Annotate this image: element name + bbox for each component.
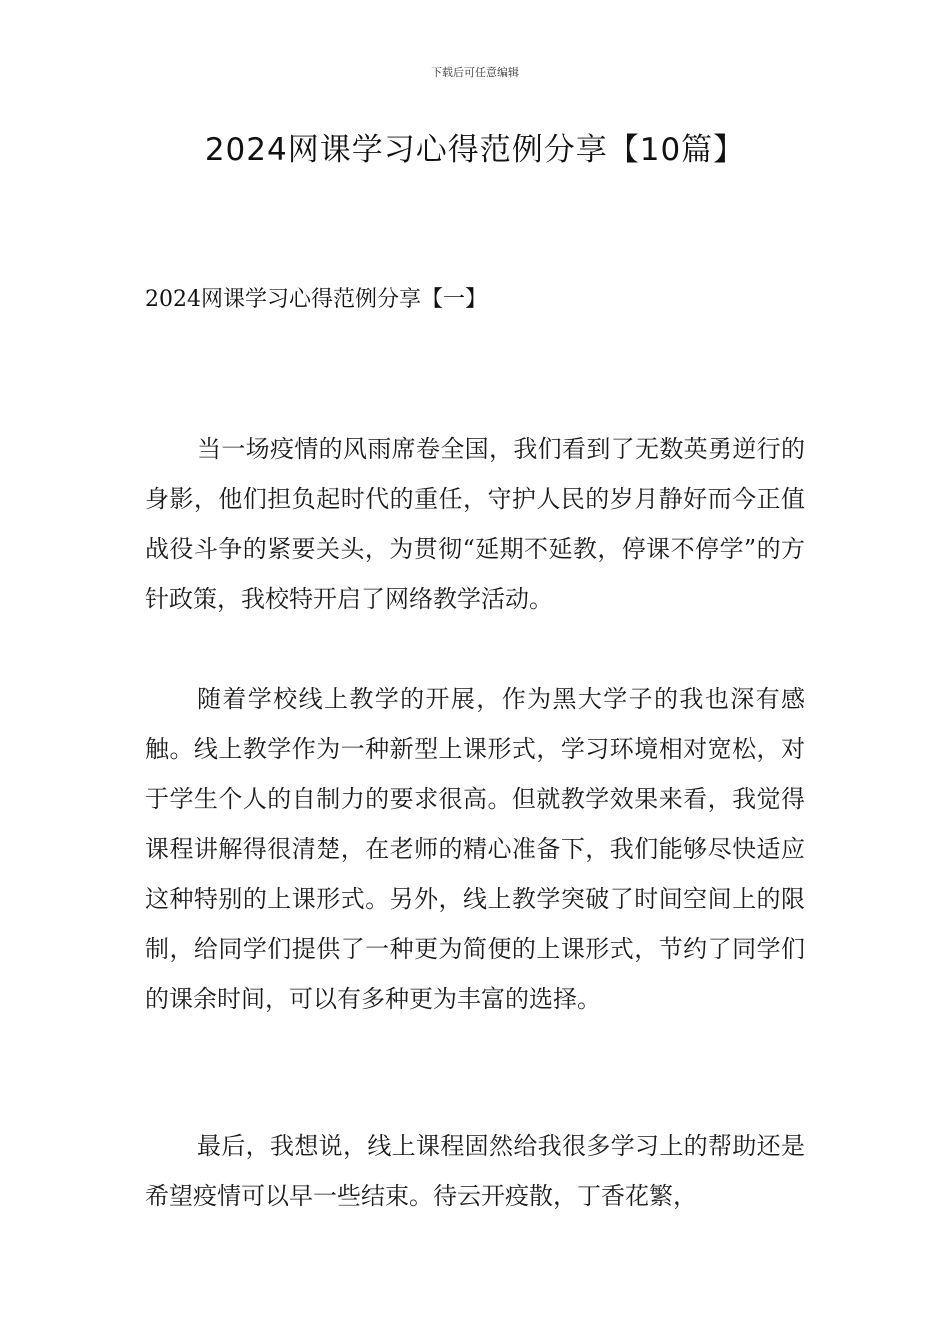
document-title: 2024网课学习心得范例分享【10篇】 — [204, 132, 746, 168]
section-heading: 2024网课学习心得范例分享【一】 — [145, 287, 487, 312]
paragraph-3: 最后，我想说，线上课程固然给我很多学习上的帮助还是希望疫情可以早一些结束。待云开疫散，丁香花繁， — [145, 1132, 805, 1210]
header-note: 下载后可任意编辑 — [431, 66, 519, 79]
paragraph-1: 当一场疫情的风雨席卷全国，我们看到了无数英勇逆行的身影，他们担负起时代的重任，守护人民的岁月静好而今正值战役斗争的紧要关头，为贯彻“延期不延教，停课不停学”的方针政策，我校特开启了网络教学活动。 — [145, 435, 805, 613]
paragraph-2: 随着学校线上教学的开展，作为黑大学子的我也深有感触。线上教学作为一种新型上课形式，学习环境相对宽松，对于学生个人的自制力的要求很高。但就教学效果来看，我觉得课程讲解得很清楚，在老师的精心准备下，我们能够尽快适应这种特别的上课形式。另外，线上教学突破了时间空间上的限制，给同学们提供了一种更为简便的上课形式，节约了同学们的课余时间，可以有多种更为丰富的选择。 — [145, 685, 805, 1013]
